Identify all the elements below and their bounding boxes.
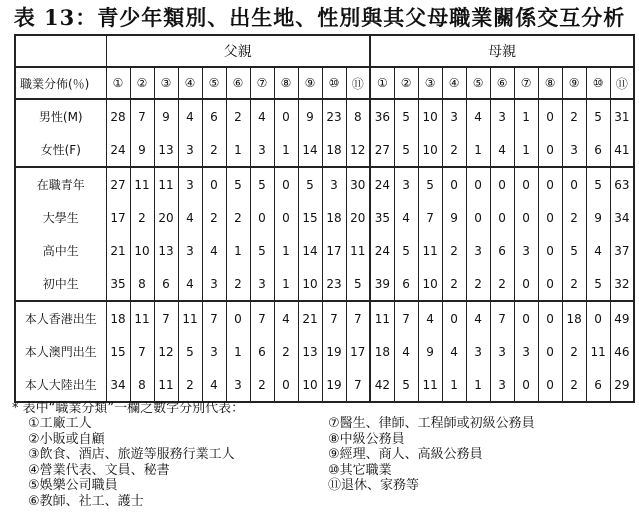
mother-group-header: 母親 [370, 35, 634, 67]
father-value-cell: 13 [154, 133, 178, 167]
mother-value-cell: 37 [610, 234, 634, 267]
mother-code-header: ⑪ [610, 67, 634, 99]
father-value-cell: 1 [226, 234, 250, 267]
mother-value-cell: 3 [514, 234, 538, 267]
father-value-cell: 15 [106, 335, 130, 368]
father-value-cell: 0 [274, 368, 298, 402]
mother-value-cell: 1 [514, 133, 538, 167]
father-value-cell: 11 [130, 301, 154, 335]
father-value-cell: 23 [322, 267, 346, 301]
mother-value-cell: 0 [538, 335, 562, 368]
father-code-header: ⑩ [322, 67, 346, 99]
father-value-cell: 3 [178, 234, 202, 267]
mother-value-cell: 4 [442, 335, 466, 368]
father-value-cell: 11 [346, 234, 370, 267]
father-value-cell: 0 [274, 167, 298, 201]
mother-value-cell: 3 [562, 133, 586, 167]
mother-code-header: ② [394, 67, 418, 99]
father-code-header: ④ [178, 67, 202, 99]
mother-value-cell: 0 [538, 368, 562, 402]
father-value-cell: 3 [178, 167, 202, 201]
mother-value-cell: 5 [562, 234, 586, 267]
row-label: 女性(F) [15, 133, 106, 167]
father-value-cell: 13 [298, 335, 322, 368]
father-value-cell: 7 [130, 335, 154, 368]
mother-value-cell: 0 [514, 201, 538, 234]
mother-value-cell: 29 [610, 368, 634, 402]
table-row [15, 99, 634, 133]
father-code-header: ⑧ [274, 67, 298, 99]
table-row [15, 133, 634, 167]
mother-value-cell: 0 [514, 368, 538, 402]
table-row [15, 301, 634, 335]
father-value-cell: 3 [226, 368, 250, 402]
mother-value-cell: 11 [418, 234, 442, 267]
mother-value-cell: 11 [586, 335, 610, 368]
father-value-cell: 7 [322, 301, 346, 335]
mother-value-cell: 7 [418, 201, 442, 234]
table-row [15, 267, 634, 301]
table-row [15, 234, 634, 267]
page-title: 表 13：青少年類別、出生地、性別與其父母職業關係交互分析 [13, 5, 626, 30]
footnote-item: ①工廠工人 [28, 416, 92, 431]
father-value-cell: 2 [274, 335, 298, 368]
father-value-cell: 13 [154, 234, 178, 267]
father-value-cell: 6 [154, 267, 178, 301]
footnotes [0, 401, 639, 526]
father-value-cell: 18 [322, 201, 346, 234]
father-value-cell: 19 [322, 368, 346, 402]
father-value-cell: 2 [202, 133, 226, 167]
father-value-cell: 2 [226, 99, 250, 133]
father-value-cell: 11 [154, 368, 178, 402]
father-value-cell: 5 [250, 167, 274, 201]
mother-value-cell: 24 [370, 234, 394, 267]
father-value-cell: 5 [298, 167, 322, 201]
father-value-cell: 4 [274, 301, 298, 335]
father-value-cell: 9 [130, 133, 154, 167]
father-code-header: ⑥ [226, 67, 250, 99]
mother-value-cell: 36 [370, 99, 394, 133]
father-value-cell: 3 [202, 335, 226, 368]
mother-value-cell: 7 [394, 301, 418, 335]
mother-value-cell: 34 [610, 201, 634, 234]
mother-value-cell: 10 [418, 267, 442, 301]
father-value-cell: 1 [274, 234, 298, 267]
mother-value-cell: 31 [610, 99, 634, 133]
row-label: 初中生 [15, 267, 106, 301]
father-value-cell: 2 [130, 201, 154, 234]
father-value-cell: 7 [346, 368, 370, 402]
father-value-cell: 30 [346, 167, 370, 201]
mother-value-cell: 1 [466, 133, 490, 167]
father-value-cell: 5 [346, 267, 370, 301]
mother-value-cell: 39 [370, 267, 394, 301]
footnote-item: ⑦醫生、律師、工程師或初級公務員 [328, 416, 535, 431]
mother-value-cell: 0 [562, 167, 586, 201]
mother-code-header: ⑥ [490, 67, 514, 99]
mother-value-cell: 3 [490, 99, 514, 133]
father-value-cell: 21 [298, 301, 322, 335]
father-value-cell: 34 [106, 368, 130, 402]
father-value-cell: 4 [178, 267, 202, 301]
mother-value-cell: 63 [610, 167, 634, 201]
mother-value-cell: 0 [538, 234, 562, 267]
mother-value-cell: 2 [442, 234, 466, 267]
mother-value-cell: 2 [466, 267, 490, 301]
father-value-cell: 2 [226, 267, 250, 301]
mother-value-cell: 42 [370, 368, 394, 402]
father-value-cell: 7 [250, 301, 274, 335]
mother-code-header: ⑤ [466, 67, 490, 99]
footnote-column-left [28, 416, 235, 510]
mother-value-cell: 11 [370, 301, 394, 335]
mother-value-cell: 4 [466, 301, 490, 335]
mother-value-cell: 0 [514, 301, 538, 335]
father-value-cell: 17 [346, 335, 370, 368]
father-value-cell: 8 [130, 267, 154, 301]
mother-value-cell: 3 [394, 167, 418, 201]
father-code-header: ⑪ [346, 67, 370, 99]
mother-value-cell: 4 [418, 301, 442, 335]
mother-value-cell: 0 [538, 133, 562, 167]
row-label: 大學生 [15, 201, 106, 234]
father-value-cell: 3 [250, 133, 274, 167]
father-value-cell: 0 [274, 201, 298, 234]
footnote-item: ③飲食、酒店、旅遊等服務行業工人 [28, 447, 235, 463]
father-value-cell: 0 [274, 99, 298, 133]
mother-value-cell: 0 [586, 301, 610, 335]
mother-value-cell: 0 [442, 301, 466, 335]
father-value-cell: 7 [202, 301, 226, 335]
mother-value-cell: 2 [442, 133, 466, 167]
header-row-groups [15, 35, 634, 67]
footnote-item: ⑩其它職業 [328, 462, 392, 478]
cross-analysis-table [14, 34, 635, 403]
father-value-cell: 4 [178, 201, 202, 234]
table-row [15, 167, 634, 201]
table-row [15, 368, 634, 402]
father-value-cell: 17 [106, 201, 130, 234]
mother-value-cell: 3 [490, 368, 514, 402]
father-value-cell: 11 [178, 301, 202, 335]
father-value-cell: 15 [298, 201, 322, 234]
mother-value-cell: 3 [466, 335, 490, 368]
footnote-item: ⑤娛樂公司職員 [28, 478, 118, 494]
mother-value-cell: 0 [490, 167, 514, 201]
mother-value-cell: 0 [538, 201, 562, 234]
father-value-cell: 1 [274, 267, 298, 301]
mother-code-header: ④ [442, 67, 466, 99]
father-value-cell: 14 [298, 133, 322, 167]
father-value-cell: 19 [322, 335, 346, 368]
mother-value-cell: 9 [418, 335, 442, 368]
father-value-cell: 9 [154, 99, 178, 133]
footnote-title: * 表中“職業分類”一欄之數字分別代表： [12, 401, 245, 416]
mother-value-cell: 11 [418, 368, 442, 402]
mother-value-cell: 0 [466, 167, 490, 201]
mother-value-cell: 0 [538, 267, 562, 301]
father-value-cell: 1 [226, 133, 250, 167]
mother-value-cell: 32 [610, 267, 634, 301]
corner-cell [15, 35, 106, 67]
mother-value-cell: 0 [466, 201, 490, 234]
mother-value-cell: 1 [466, 368, 490, 402]
father-value-cell: 3 [178, 133, 202, 167]
father-value-cell: 2 [250, 368, 274, 402]
father-value-cell: 4 [202, 368, 226, 402]
father-value-cell: 8 [346, 99, 370, 133]
father-value-cell: 3 [250, 267, 274, 301]
mother-code-header: ⑨ [562, 67, 586, 99]
father-value-cell: 14 [298, 234, 322, 267]
father-value-cell: 1 [274, 133, 298, 167]
mother-value-cell: 0 [442, 167, 466, 201]
footnote-item: ②小販或自顧 [28, 431, 105, 447]
father-value-cell: 0 [202, 167, 226, 201]
father-value-cell: 27 [106, 167, 130, 201]
father-value-cell: 20 [154, 201, 178, 234]
father-code-header: ⑨ [298, 67, 322, 99]
mother-value-cell: 2 [490, 267, 514, 301]
mother-value-cell: 5 [586, 167, 610, 201]
father-group-header: 父親 [106, 35, 370, 67]
mother-value-cell: 4 [490, 133, 514, 167]
mother-value-cell: 9 [442, 201, 466, 234]
mother-value-cell: 5 [394, 99, 418, 133]
father-value-cell: 11 [130, 167, 154, 201]
father-value-cell: 11 [154, 167, 178, 201]
mother-value-cell: 41 [610, 133, 634, 167]
mother-value-cell: 4 [466, 99, 490, 133]
mother-value-cell: 27 [370, 133, 394, 167]
father-value-cell: 18 [322, 133, 346, 167]
father-value-cell: 5 [178, 335, 202, 368]
mother-value-cell: 5 [394, 234, 418, 267]
father-code-header: ② [130, 67, 154, 99]
father-value-cell: 10 [298, 368, 322, 402]
mother-value-cell: 5 [394, 133, 418, 167]
occupation-distribution-header: 職業分佈(％) [15, 67, 106, 99]
row-label: 男性(M) [15, 99, 106, 133]
table-row [15, 335, 634, 368]
mother-value-cell: 5 [586, 267, 610, 301]
father-value-cell: 4 [178, 99, 202, 133]
mother-code-header: ⑩ [586, 67, 610, 99]
footnote-item: ⑨經理、商人、高級公務員 [328, 447, 483, 463]
father-value-cell: 1 [226, 335, 250, 368]
mother-value-cell: 35 [370, 201, 394, 234]
mother-code-header: ③ [418, 67, 442, 99]
father-value-cell: 10 [130, 234, 154, 267]
mother-value-cell: 3 [514, 335, 538, 368]
mother-value-cell: 2 [562, 368, 586, 402]
father-value-cell: 18 [106, 301, 130, 335]
mother-value-cell: 0 [538, 301, 562, 335]
father-value-cell: 7 [130, 99, 154, 133]
father-value-cell: 35 [106, 267, 130, 301]
mother-value-cell: 0 [538, 167, 562, 201]
row-label: 本人香港出生 [15, 301, 106, 335]
mother-value-cell: 3 [466, 234, 490, 267]
footnote-item: ⑥教師、社工、護士 [28, 493, 144, 509]
father-value-cell: 20 [346, 201, 370, 234]
footnote-item: ⑧中級公務員 [328, 431, 405, 447]
mother-value-cell: 2 [442, 267, 466, 301]
father-value-cell: 0 [226, 301, 250, 335]
mother-value-cell: 2 [562, 335, 586, 368]
footnote-item: ④營業代表、文員、秘書 [28, 462, 170, 478]
mother-value-cell: 2 [562, 99, 586, 133]
row-label: 本人大陸出生 [15, 368, 106, 402]
mother-value-cell: 6 [490, 234, 514, 267]
father-code-header: ⑤ [202, 67, 226, 99]
mother-value-cell: 18 [370, 335, 394, 368]
footnote-column-right [328, 416, 535, 494]
mother-value-cell: 3 [442, 99, 466, 133]
mother-value-cell: 3 [490, 335, 514, 368]
mother-value-cell: 7 [490, 301, 514, 335]
mother-value-cell: 6 [394, 267, 418, 301]
footnote-item: ⑪退休、家務等 [328, 478, 420, 494]
father-value-cell: 28 [106, 99, 130, 133]
row-label: 本人澳門出生 [15, 335, 106, 368]
mother-value-cell: 10 [418, 133, 442, 167]
mother-value-cell: 2 [562, 267, 586, 301]
mother-code-header: ⑦ [514, 67, 538, 99]
father-value-cell: 8 [130, 368, 154, 402]
mother-value-cell: 10 [418, 99, 442, 133]
father-value-cell: 3 [202, 267, 226, 301]
father-value-cell: 21 [106, 234, 130, 267]
mother-value-cell: 1 [442, 368, 466, 402]
mother-value-cell: 4 [394, 201, 418, 234]
mother-value-cell: 0 [490, 201, 514, 234]
header-row-codes [15, 67, 634, 99]
father-value-cell: 6 [202, 99, 226, 133]
father-code-header: ① [106, 67, 130, 99]
mother-value-cell: 0 [538, 99, 562, 133]
father-value-cell: 4 [202, 234, 226, 267]
father-value-cell: 12 [346, 133, 370, 167]
mother-value-cell: 6 [586, 368, 610, 402]
father-value-cell: 12 [154, 335, 178, 368]
father-value-cell: 6 [250, 335, 274, 368]
father-value-cell: 7 [154, 301, 178, 335]
table-row [15, 201, 634, 234]
mother-value-cell: 9 [586, 201, 610, 234]
mother-code-header: ① [370, 67, 394, 99]
father-value-cell: 4 [250, 99, 274, 133]
father-value-cell: 5 [226, 167, 250, 201]
mother-value-cell: 5 [394, 368, 418, 402]
father-value-cell: 24 [106, 133, 130, 167]
mother-value-cell: 2 [562, 201, 586, 234]
mother-value-cell: 4 [586, 234, 610, 267]
father-value-cell: 5 [250, 234, 274, 267]
father-value-cell: 0 [250, 201, 274, 234]
father-value-cell: 23 [322, 99, 346, 133]
father-value-cell: 3 [322, 167, 346, 201]
mother-value-cell: 0 [514, 267, 538, 301]
mother-value-cell: 46 [610, 335, 634, 368]
mother-code-header: ⑧ [538, 67, 562, 99]
father-value-cell: 2 [226, 201, 250, 234]
mother-value-cell: 5 [586, 99, 610, 133]
mother-value-cell: 6 [586, 133, 610, 167]
father-code-header: ⑦ [250, 67, 274, 99]
mother-value-cell: 0 [514, 167, 538, 201]
father-value-cell: 10 [298, 267, 322, 301]
mother-value-cell: 1 [514, 99, 538, 133]
row-label: 高中生 [15, 234, 106, 267]
father-value-cell: 2 [178, 368, 202, 402]
father-code-header: ③ [154, 67, 178, 99]
father-value-cell: 2 [202, 201, 226, 234]
mother-value-cell: 5 [418, 167, 442, 201]
father-value-cell: 7 [346, 301, 370, 335]
mother-value-cell: 49 [610, 301, 634, 335]
row-label: 在職青年 [15, 167, 106, 201]
mother-value-cell: 18 [562, 301, 586, 335]
father-value-cell: 9 [298, 99, 322, 133]
mother-value-cell: 4 [394, 335, 418, 368]
father-value-cell: 17 [322, 234, 346, 267]
mother-value-cell: 24 [370, 167, 394, 201]
